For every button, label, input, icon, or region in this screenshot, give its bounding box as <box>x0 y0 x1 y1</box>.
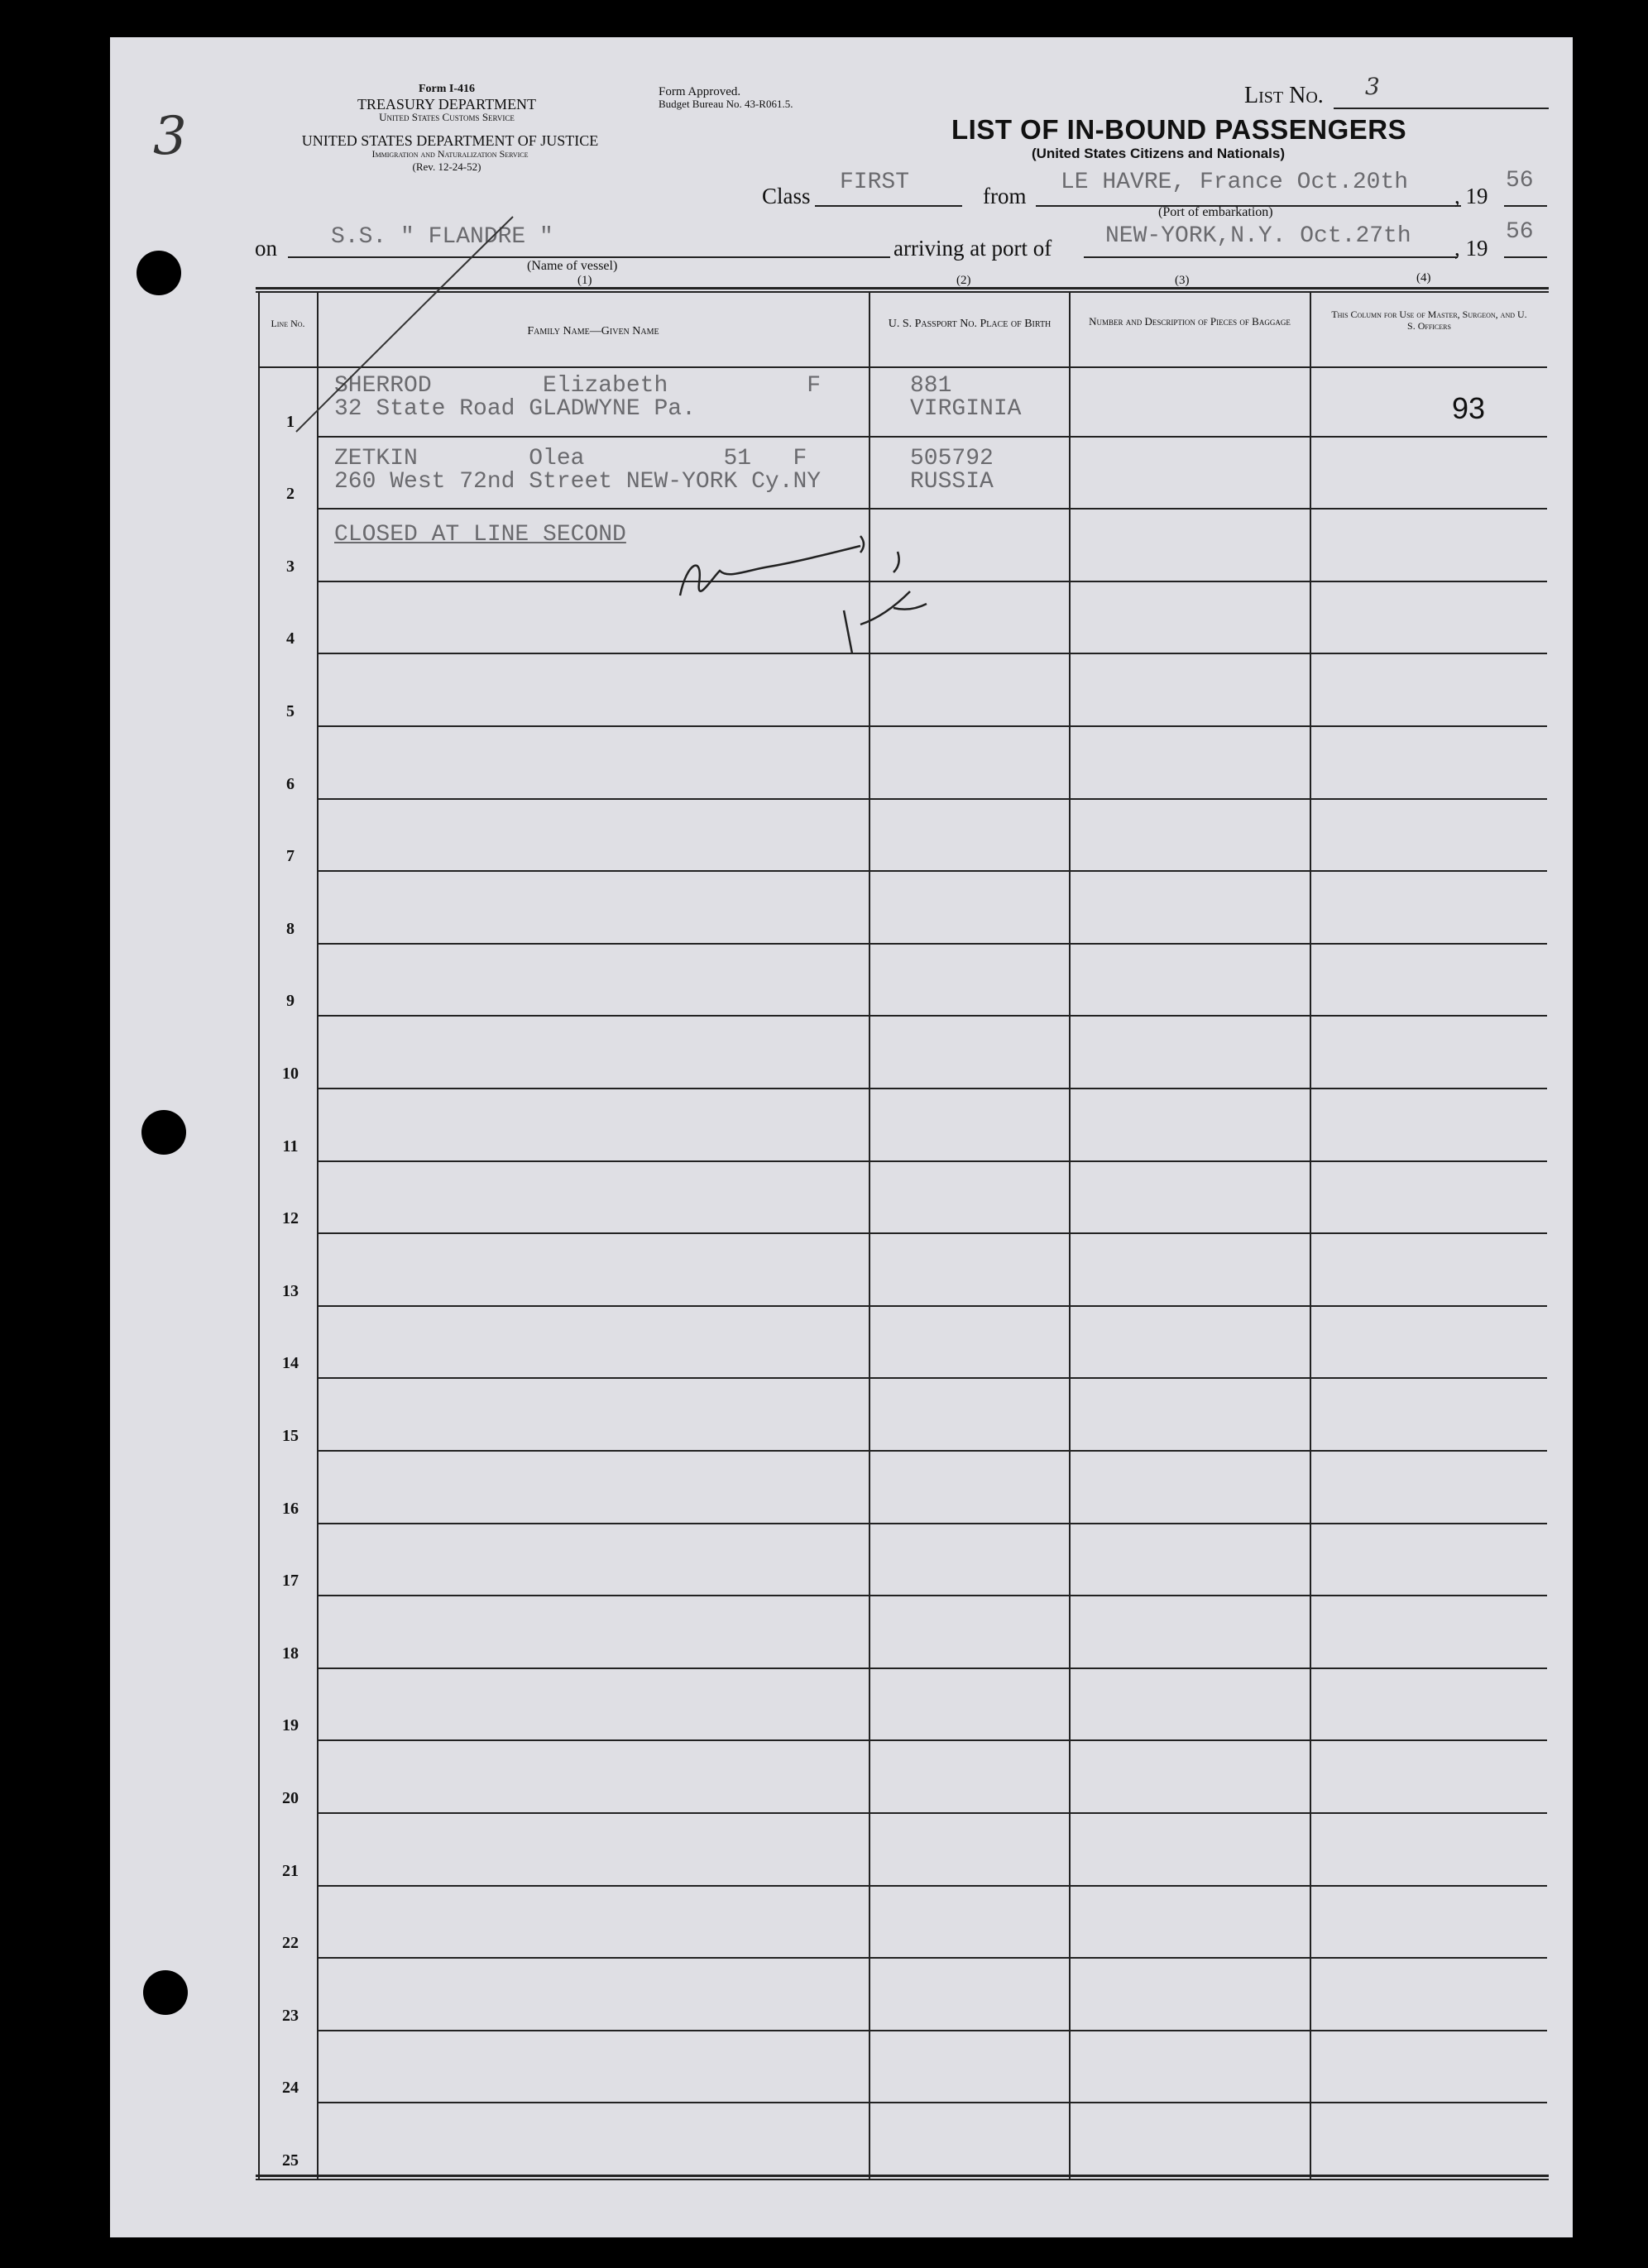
vessel-label: (Name of vessel) <box>527 259 618 273</box>
page-subtitle: (United States Citizens and Nationals) <box>1031 146 1286 161</box>
header-name: Family Name—Given Name <box>527 325 659 337</box>
line-number: 10 <box>282 1065 299 1083</box>
passenger-address: 260 West 72nd Street NEW-YORK Cy.NY <box>334 468 822 495</box>
line-number: 1 <box>286 412 295 431</box>
arriving-label: arriving at port of <box>893 236 1052 261</box>
passenger-name: ZETKIN Olea 51 F <box>334 445 807 471</box>
form-id: Form I-416 <box>418 83 476 95</box>
port-embarkation-label: (Port of embarkation) <box>1158 205 1273 219</box>
col-num-3: (3) <box>1175 274 1190 287</box>
place-of-birth: RUSSIA <box>910 468 994 495</box>
line-number: 8 <box>286 919 295 938</box>
line-number: 23 <box>282 2006 299 2025</box>
line-number: 20 <box>282 1789 299 1807</box>
from-year-prefix: , 19 <box>1454 184 1488 208</box>
diagonal-check-stroke <box>296 217 513 432</box>
line-number: 9 <box>286 992 295 1011</box>
class-label: Class <box>762 184 811 208</box>
list-no-value: 3 <box>1365 73 1380 100</box>
line-number: 15 <box>282 1427 299 1445</box>
vessel-name: S.S. " FLANDRE " <box>331 224 553 250</box>
margin-handwritten-mark: 3 <box>153 106 187 167</box>
arriving-port-value: NEW-YORK,N.Y. Oct.27th <box>1105 223 1411 249</box>
header-passport: U. S. Passport No. Place of Birth <box>888 318 1052 330</box>
place-of-birth: VIRGINIA <box>910 396 1022 422</box>
line-number: 24 <box>282 2079 299 2098</box>
line-number: 14 <box>282 1354 299 1373</box>
class-value: FIRST <box>840 170 910 195</box>
arrive-year: 56 <box>1506 219 1534 245</box>
header-line-no: Line No. <box>271 318 305 329</box>
from-port-value: LE HAVRE, France Oct.20th <box>1061 170 1409 195</box>
passenger-address: 32 State Road GLADWYNE Pa. <box>334 396 696 422</box>
line-number: 3 <box>286 557 295 576</box>
line-number: 11 <box>282 1136 299 1156</box>
line-number: 18 <box>282 1644 299 1663</box>
revision-date: (Rev. 12-24-52) <box>412 160 481 173</box>
officer-mark: 93 <box>1452 391 1486 425</box>
line-number: 17 <box>282 1572 299 1591</box>
line-number: 16 <box>282 1499 299 1518</box>
on-label: on <box>255 236 277 261</box>
passport-number: 505792 <box>910 445 994 471</box>
line-number: 22 <box>282 1934 299 1953</box>
line-number: 2 <box>286 485 295 504</box>
page-title: LIST OF IN-BOUND PASSENGERS <box>951 114 1407 145</box>
line-number: 25 <box>282 2151 299 2170</box>
naturalization-service: Immigration and Naturalization Service <box>371 148 529 160</box>
line-number: 7 <box>286 847 295 866</box>
passenger-name: CLOSED AT LINE SECOND <box>334 522 626 548</box>
line-number: 12 <box>282 1209 299 1228</box>
signature-mark <box>680 536 927 653</box>
header-officers: This Column for Use of Master, Surgeon, and U. S. Officers <box>1331 309 1527 332</box>
budget-bureau: Budget Bureau No. 43-R061.5. <box>659 98 793 110</box>
line-number: 4 <box>286 629 295 648</box>
col-num-1: (1) <box>577 274 592 287</box>
department-of-justice: UNITED STATES DEPARTMENT OF JUSTICE <box>301 132 599 149</box>
line-number: 19 <box>282 1716 299 1735</box>
treasury-department: TREASURY DEPARTMENT <box>357 96 537 112</box>
from-year: 56 <box>1506 168 1534 194</box>
line-number: 6 <box>286 774 295 793</box>
customs-service: United States Customs Service <box>379 111 515 123</box>
form-approved: Form Approved. <box>659 85 741 98</box>
col-num-2: (2) <box>956 274 971 287</box>
from-label: from <box>983 184 1027 208</box>
line-number: 21 <box>282 1861 299 1880</box>
col-num-4: (4) <box>1416 271 1431 285</box>
list-no-label: List No. <box>1244 83 1324 108</box>
passenger-name: SHERROD Elizabeth F <box>334 373 822 399</box>
line-number: 13 <box>282 1281 299 1300</box>
passport-number: 881 <box>910 373 952 399</box>
arrive-year-prefix: , 19 <box>1454 236 1488 261</box>
header-baggage: Number and Description of Pieces of Baggage <box>1089 315 1291 328</box>
line-number: 5 <box>286 702 295 720</box>
